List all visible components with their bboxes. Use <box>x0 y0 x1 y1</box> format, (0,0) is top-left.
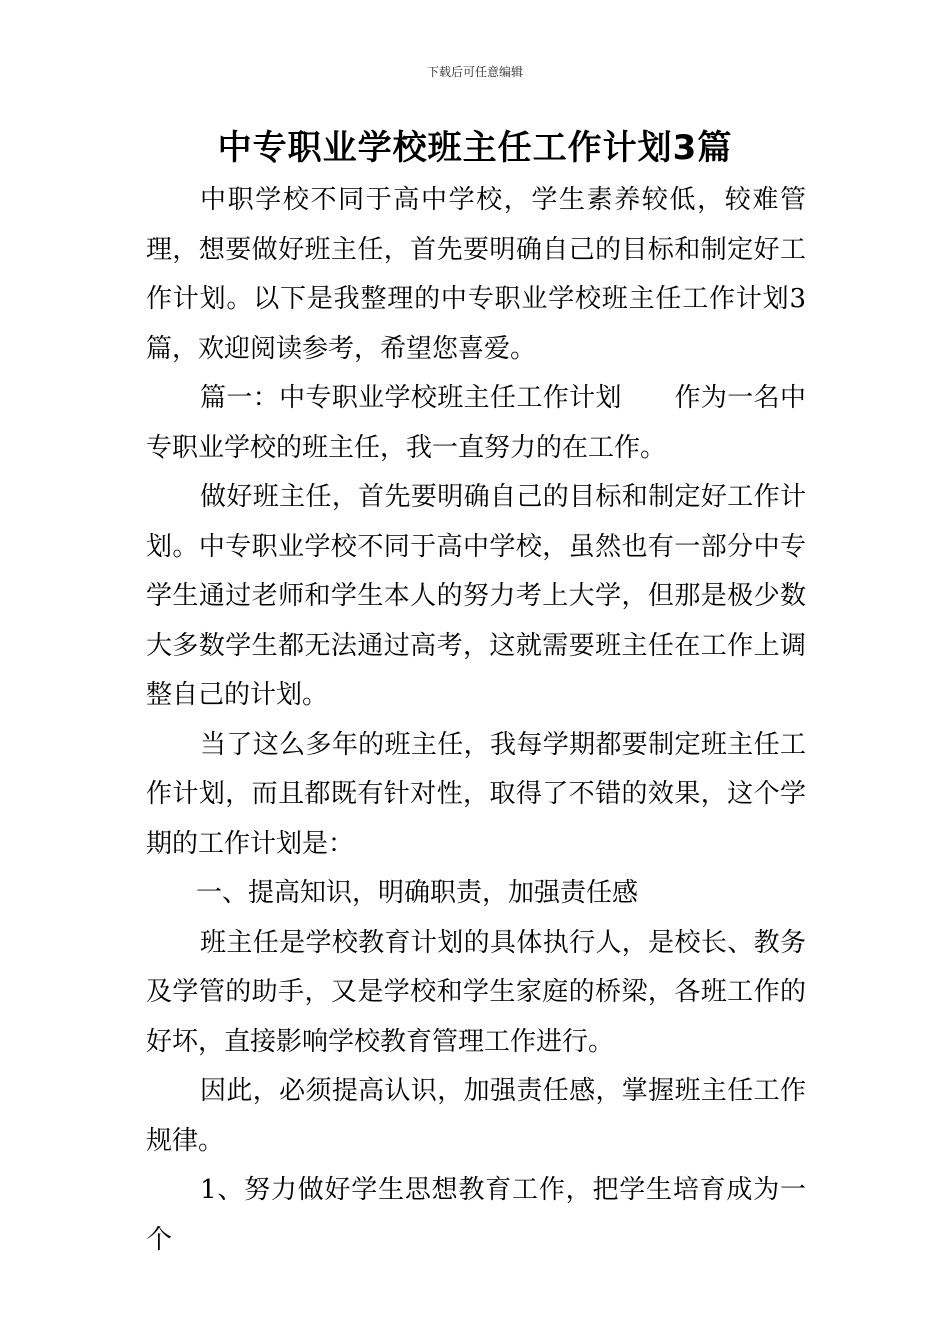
paragraph-item-1: 1、努力做好学生思想教育工作，把学生培育成为一个 <box>146 1175 806 1255</box>
paragraph-role: 班主任是学校教育计划的具体执行人，是校长、教务及学管的助手，又是学校和学生家庭的桥梁，各班工作的好坏，直接影响学校教育管理工作进行。 <box>146 927 806 1057</box>
section-heading-1: 一、提高知识，明确职责，加强责任感 <box>196 878 639 908</box>
paragraph-therefore: 因此，必须提高认识，加强责任感，掌握班主任工作规律。 <box>146 1076 806 1156</box>
paragraph-intro: 中职学校不同于高中学校，学生素养较低，较难管理，想要做好班主任，首先要明确自己的目标和制定好工作计划。以下是我整理的中专职业学校班主任工作计划3篇，欢迎阅读参考，希望您喜爱。 <box>146 185 806 364</box>
document-title: 中专职业学校班主任工作计划3篇 <box>217 128 733 168</box>
paragraph-part-one: 篇一：中专职业学校班主任工作计划 作为一名中专职业学校的班主任，我一直努力的在工作。 <box>146 383 806 463</box>
paragraph-plan-intro: 当了这么多年的班主任，我每学期都要制定班主任工作计划，而且都既有针对性，取得了不错的效果，这个学期的工作计划是： <box>146 729 806 859</box>
document-body <box>146 176 806 1265</box>
paragraph-goals: 做好班主任，首先要明确自己的目标和制定好工作计划。中专职业学校不同于高中学校，虽然也有一部分中专学生通过老师和学生本人的努力考上大学，但那是极少数大多数学生都无法通过高考，这就需要班主任在工作上调整自己的计划。 <box>146 482 806 710</box>
header-note: 下载后可任意编辑 <box>426 65 523 79</box>
